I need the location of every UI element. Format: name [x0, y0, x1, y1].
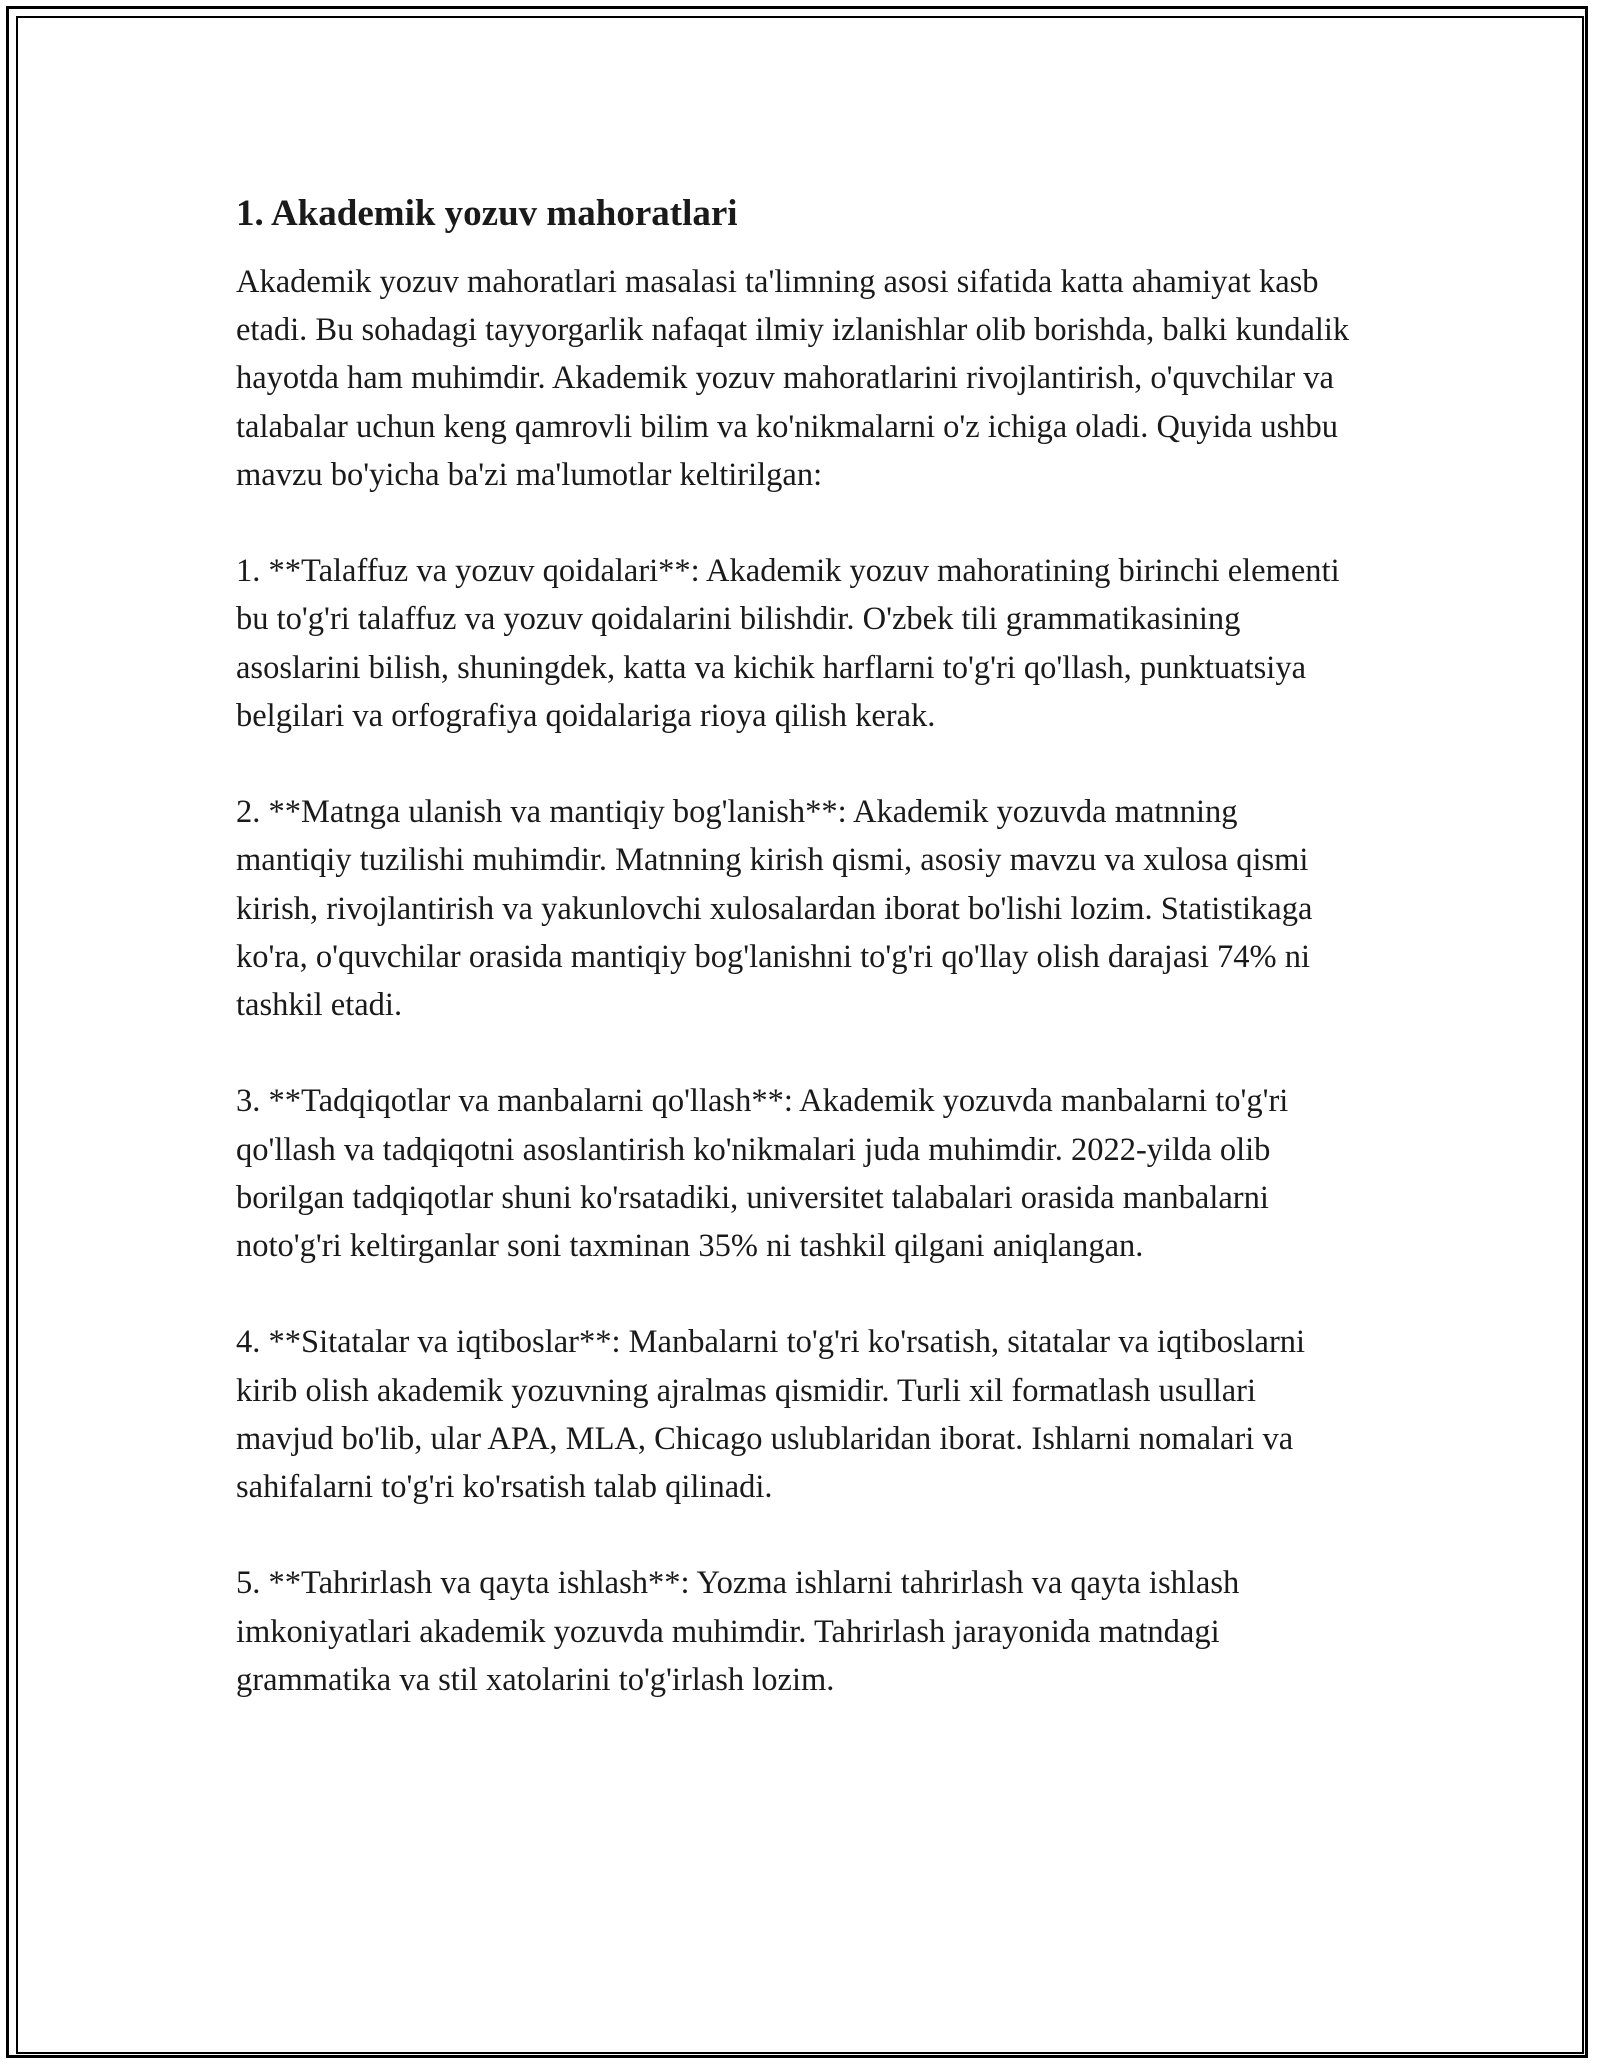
document-body [236, 188, 1356, 1704]
list-item-1: 1. **Talaffuz va yozuv qoidalari**: Akademik yozuv mahoratining birinchi elementi bu to'g'ri talaffuz va yozuv qoidalarini bilishdir. O'zbek tili grammatikasining asoslarini bilish, shuningdek, katta va kichik harflarni to'g'ri qo'llash, punktuatsiya belgilari va orfografiya qoidalariga rioya qilish kerak. [236, 553, 1340, 734]
list-item-2: 2. **Matnga ulanish va mantiqiy bog'lanish**: Akademik yozuvda matnning mantiqiy tuzilishi muhimdir. Matnning kirish qismi, asosiy mavzu va xulosa qismi kirish, rivojlantirish va yakunlovchi xulosalardan iborat bo'lishi lozim. Statistikaga ko'ra, o'quvchilar orasida mantiqiy bog'lanishni to'g'ri qo'llay olish darajasi 74% ni tashkil etadi. [236, 794, 1313, 1024]
list-item-3: 3. **Tadqiqotlar va manbalarni qo'llash**: Akademik yozuvda manbalarni to'g'ri qo'llash va tadqiqotni asoslantirish ko'nikmalari juda muhimdir. 2022-yilda olib borilgan tadqiqotlar shuni ko'rsatadiki, universitet talabalari orasida manbalarni noto'g'ri keltirganlar soni taxminan 35% ni tashkil qilgani aniqlangan. [236, 1083, 1289, 1265]
intro-paragraph: Akademik yozuv mahoratlari masalasi ta'limning asosi sifatida katta ahamiyat kasb etadi. Bu sohadagi tayyorgarlik nafaqat ilmiy izlanishlar olib borishda, balki kundalik hayotda ham muhimdir. Akademik yozuv mahoratlarini rivojlantirish, o'quvchilar va talabalar uchun keng qamrovli bilim va ko'nikmalarni o'z ichiga oladi. Quyida ushbu mavzu bo'yicha ba'zi ma'lumotlar keltirilgan: [236, 264, 1350, 493]
list-item-4: 4. **Sitatalar va iqtiboslar**: Manbalarni to'g'ri ko'rsatish, sitatalar va iqtiboslarni kirib olish akademik yozuvning ajralmas qismidir. Turli xil formatlash usullari mavjud bo'lib, ular APA, MLA, Chicago uslublaridan iborat. Ishlarni nomalari va sahifalarni to'g'ri ko'rsatish talab qilinadi. [236, 1324, 1306, 1506]
document-title: 1. Akademik yozuv mahoratlari [236, 193, 738, 234]
list-item-5: 5. **Tahrirlash va qayta ishlash**: Yozma ishlarni tahrirlash va qayta ishlash imkoniyatlari akademik yozuvda muhimdir. Tahrirlash jarayonida matndagi grammatika va stil xatolarini to'g'irlash lozim. [236, 1565, 1240, 1698]
